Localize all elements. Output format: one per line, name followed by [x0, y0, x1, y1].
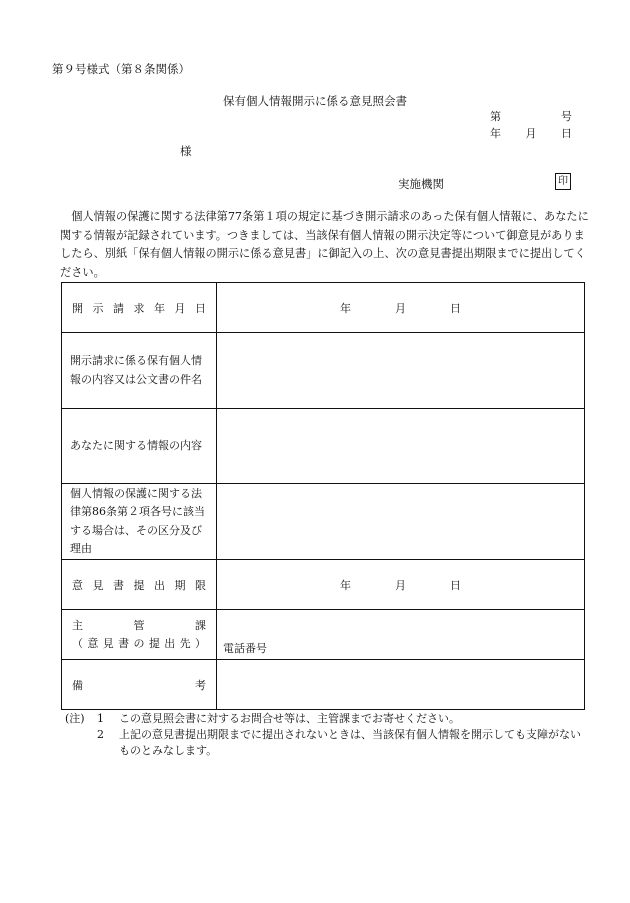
value-request-date[interactable]	[217, 283, 585, 333]
label-info-content	[62, 409, 217, 484]
label-char: 主	[72, 618, 83, 632]
label-char: ）	[195, 636, 206, 650]
day-char: 日	[450, 301, 461, 315]
value-subject[interactable]	[217, 333, 585, 409]
document-title: 保有個人情報開示に係る意見照会書	[223, 94, 407, 108]
value-info-content[interactable]	[217, 409, 585, 484]
label-char: 年	[154, 301, 165, 315]
note-number: 1	[97, 712, 104, 725]
note-item	[65, 711, 590, 727]
number-suffix: 号	[561, 110, 572, 123]
document-date-line	[490, 125, 572, 141]
intro-paragraph	[60, 208, 590, 282]
label-char: 提	[148, 636, 160, 650]
note-item	[65, 727, 590, 759]
table-row-category-reason	[62, 484, 585, 560]
label-department	[62, 610, 217, 660]
table-row-department	[62, 610, 585, 660]
day-char: 日	[450, 578, 461, 592]
label-char: 考	[195, 678, 206, 692]
month-char: 月	[395, 578, 406, 592]
notes-section	[65, 711, 590, 759]
label-char: 意	[87, 636, 99, 650]
note-text: 上記の意見書提出期限までに提出されないときは、当該保有個人情報を開示しても支障がないものとみなします。	[119, 728, 581, 757]
label-char: 示	[92, 301, 104, 315]
label-char: 出	[164, 636, 176, 650]
value-deadline[interactable]	[217, 560, 585, 610]
table-row-subject	[62, 333, 585, 409]
form-number: 第９号様式（第８条関係）	[52, 62, 190, 76]
note-number: 2	[97, 728, 104, 741]
label-deadline	[62, 560, 217, 610]
label-char: 月	[174, 301, 186, 315]
label-text: 個人情報の保護に関する法律第86条第２項各号に該当する場合は、その区分及び理由	[70, 486, 205, 555]
label-char: 書	[118, 636, 130, 650]
note-indent	[65, 727, 97, 759]
number-prefix: 第	[490, 110, 501, 123]
seal-mark: 印	[555, 173, 571, 190]
label-char: 開	[72, 301, 83, 315]
label-char: （	[72, 636, 83, 650]
month-char: 月	[395, 301, 406, 315]
label-request-date	[62, 283, 217, 333]
label-char: の	[133, 636, 145, 650]
label-text: 開示請求に係る保有個人情報の内容又は公文書の件名	[70, 354, 202, 386]
value-category-reason[interactable]	[217, 484, 585, 560]
table-row-info-content	[62, 409, 585, 484]
label-char: 出	[154, 578, 165, 592]
label-category-reason	[62, 484, 217, 560]
label-char: 見	[92, 578, 104, 592]
document-number-line	[490, 108, 572, 124]
label-char: 限	[195, 578, 206, 592]
label-char: 課	[195, 618, 206, 632]
year-char: 年	[340, 578, 351, 592]
table-row-remarks	[62, 660, 585, 710]
agency-label: 実施機関	[398, 177, 444, 191]
value-remarks[interactable]	[217, 660, 585, 710]
date-month: 月	[525, 127, 537, 140]
phone-number-label: 電話番号	[223, 642, 267, 655]
year-char: 年	[340, 301, 351, 315]
label-char: 見	[102, 636, 114, 650]
label-subject	[62, 333, 217, 409]
value-department[interactable]	[217, 610, 585, 660]
table-row-request-date	[62, 283, 585, 333]
label-char: 意	[72, 578, 83, 592]
label-char: 日	[195, 301, 206, 315]
label-char: 期	[174, 578, 186, 592]
table-row-deadline	[62, 560, 585, 610]
inquiry-table	[61, 282, 585, 710]
label-remarks	[62, 660, 217, 710]
date-day: 日	[561, 127, 572, 140]
label-char: 備	[72, 678, 83, 692]
label-text: あなたに関する情報の内容	[70, 438, 202, 452]
intro-text: 個人情報の保護に関する法律第77条第１項の規定に基づき開示請求のあった保有個人情報に、あなたに関する情報が記録されています。つきましては、当該保有個人情報の開示決定等について御意見がありましたら、別紙「保有個人情報の開示に係る意見書」に御記入の上、次の意見書提出期限までに提出してください。	[60, 210, 589, 279]
label-char: 提	[133, 578, 145, 592]
label-char: 先	[179, 636, 191, 650]
date-year: 年	[490, 127, 501, 140]
note-text: この意見照会書に対するお問合せ等は、主管課までお寄せください。	[119, 712, 460, 725]
addressee-suffix: 様	[180, 144, 192, 158]
label-char: 求	[133, 301, 145, 315]
label-char: 書	[113, 578, 124, 592]
notes-prefix: (注)	[65, 712, 85, 725]
label-char: 請	[113, 301, 124, 315]
label-char: 管	[133, 618, 145, 632]
